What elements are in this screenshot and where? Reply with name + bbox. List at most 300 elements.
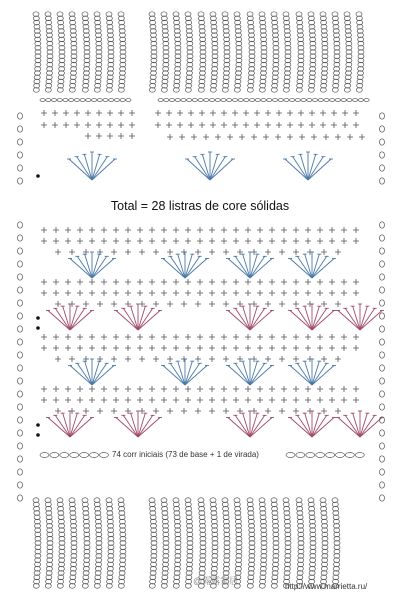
double-crochet-icon (335, 134, 341, 140)
double-crochet-icon (305, 227, 311, 233)
double-crochet-icon (185, 227, 191, 233)
chain-stitch-icon (341, 99, 346, 102)
double-crochet-icon (137, 386, 143, 392)
chain-stitch-icon (69, 99, 74, 102)
double-crochet-icon (317, 386, 323, 392)
double-crochet-icon (125, 249, 131, 255)
chain-stitch-icon (296, 453, 305, 458)
double-crochet-icon (353, 279, 359, 285)
double-crochet-icon (161, 334, 167, 340)
double-crochet-icon (161, 238, 167, 244)
double-crochet-icon (233, 345, 239, 351)
double-crochet-icon (41, 397, 47, 403)
double-crochet-icon (243, 110, 249, 116)
double-crochet-icon (215, 134, 221, 140)
chain-stitch-icon (284, 99, 289, 102)
double-crochet-icon (323, 134, 329, 140)
double-crochet-icon (265, 301, 271, 307)
double-crochet-icon (41, 227, 47, 233)
double-crochet-icon (209, 345, 215, 351)
double-crochet-icon (305, 238, 311, 244)
chain-stitch-icon (164, 99, 169, 102)
double-crochet-icon (89, 345, 95, 351)
chain-stitch-icon (120, 99, 125, 102)
chain-stitch-icon (380, 430, 385, 436)
double-crochet-icon (209, 279, 215, 285)
chain-stitch-icon (51, 99, 56, 102)
double-crochet-icon (329, 279, 335, 285)
chain-stitch-icon (316, 453, 325, 458)
double-crochet-icon (210, 122, 216, 128)
double-crochet-icon (161, 227, 167, 233)
double-crochet-icon (97, 408, 103, 414)
chain-stitch-icon (40, 99, 45, 102)
double-crochet-icon (101, 334, 107, 340)
double-crochet-icon (309, 122, 315, 128)
foundation-chain-note: 74 corr iniciais (73 de base + 1 de virada) (112, 450, 259, 459)
chain-stitch-icon (109, 99, 114, 102)
start-dot-icon (36, 433, 40, 437)
double-crochet-icon (281, 386, 287, 392)
double-crochet-icon (251, 134, 257, 140)
double-crochet-icon (173, 334, 179, 340)
chain-stitch-icon (18, 126, 23, 132)
double-crochet-icon (353, 227, 359, 233)
double-crochet-icon (254, 110, 260, 116)
chain-stitch-icon (307, 99, 312, 102)
double-crochet-icon (74, 110, 80, 116)
double-crochet-icon (245, 227, 251, 233)
double-crochet-icon (181, 408, 187, 414)
double-crochet-icon (181, 301, 187, 307)
double-crochet-icon (287, 110, 293, 116)
chain-stitch-icon (18, 300, 23, 306)
double-crochet-icon (65, 279, 71, 285)
double-crochet-icon (341, 334, 347, 340)
double-crochet-icon (209, 227, 215, 233)
double-crochet-icon (269, 238, 275, 244)
chain-stitch-icon (63, 99, 68, 102)
double-crochet-icon (233, 279, 239, 285)
chain-stitch-icon (18, 235, 23, 241)
chain-stitch-icon (295, 99, 300, 102)
double-crochet-icon (298, 110, 304, 116)
chain-stitch-icon (215, 99, 220, 102)
double-crochet-icon (125, 227, 131, 233)
chain-stitch-icon (18, 352, 23, 358)
double-crochet-icon (96, 122, 102, 128)
double-crochet-icon (125, 356, 131, 362)
chain-stitch-icon (169, 99, 174, 102)
double-crochet-icon (276, 122, 282, 128)
double-crochet-icon (269, 386, 275, 392)
double-crochet-icon (287, 122, 293, 128)
double-crochet-icon (195, 249, 201, 255)
double-crochet-icon (41, 110, 47, 116)
chain-stitch-icon (380, 339, 385, 345)
double-crochet-icon (293, 301, 299, 307)
double-crochet-icon (101, 397, 107, 403)
double-crochet-icon (221, 110, 227, 116)
chain-stitch-icon (238, 99, 243, 102)
chain-stitch-icon (380, 469, 385, 475)
chain-stitch-icon (46, 99, 51, 102)
chain-stitch-icon (380, 261, 385, 267)
chain-stitch-icon (380, 378, 385, 384)
double-crochet-icon (89, 227, 95, 233)
double-crochet-icon (149, 345, 155, 351)
double-crochet-icon (166, 110, 172, 116)
double-crochet-icon (53, 345, 59, 351)
double-crochet-icon (41, 238, 47, 244)
double-crochet-icon (41, 345, 47, 351)
chain-stitch-icon (330, 99, 335, 102)
double-crochet-icon (233, 397, 239, 403)
double-crochet-icon (111, 249, 117, 255)
double-crochet-icon (185, 334, 191, 340)
double-crochet-icon (85, 110, 91, 116)
double-crochet-icon (113, 227, 119, 233)
double-crochet-icon (77, 345, 83, 351)
chain-stitch-icon (158, 99, 163, 102)
double-crochet-icon (195, 301, 201, 307)
double-crochet-icon (77, 279, 83, 285)
chain-stitch-icon (250, 99, 255, 102)
chain-stitch-icon (227, 99, 232, 102)
double-crochet-icon (96, 133, 102, 139)
double-crochet-icon (111, 301, 117, 307)
double-crochet-icon (341, 227, 347, 233)
double-crochet-icon (335, 301, 341, 307)
source-url: http://www.marrietta.ru/ (285, 582, 368, 591)
double-crochet-icon (269, 279, 275, 285)
double-crochet-icon (149, 397, 155, 403)
chain-stitch-icon (18, 469, 23, 475)
start-dot-icon (36, 326, 40, 330)
double-crochet-icon (137, 397, 143, 403)
double-crochet-icon (166, 122, 172, 128)
double-crochet-icon (53, 227, 59, 233)
double-crochet-icon (281, 345, 287, 351)
double-crochet-icon (137, 227, 143, 233)
double-crochet-icon (305, 386, 311, 392)
chain-stitch-icon (18, 378, 23, 384)
double-crochet-icon (101, 238, 107, 244)
double-crochet-icon (53, 397, 59, 403)
chain-stitch-icon (380, 274, 385, 280)
double-crochet-icon (331, 122, 337, 128)
chain-stitch-icon (90, 453, 99, 458)
double-crochet-icon (269, 345, 275, 351)
double-crochet-icon (113, 345, 119, 351)
chain-stitch-icon (187, 99, 192, 102)
double-crochet-icon (254, 122, 260, 128)
chain-stitch-icon (380, 313, 385, 319)
chain-stitch-icon (355, 453, 364, 458)
double-crochet-icon (55, 408, 61, 414)
double-crochet-icon (341, 345, 347, 351)
double-crochet-icon (89, 334, 95, 340)
double-crochet-icon (107, 133, 113, 139)
double-crochet-icon (191, 134, 197, 140)
double-crochet-icon (185, 386, 191, 392)
double-crochet-icon (125, 279, 131, 285)
double-crochet-icon (55, 249, 61, 255)
double-crochet-icon (293, 386, 299, 392)
double-crochet-icon (113, 334, 119, 340)
double-crochet-icon (199, 110, 205, 116)
chain-stitch-icon (278, 99, 283, 102)
double-crochet-icon (329, 290, 335, 296)
double-crochet-icon (341, 386, 347, 392)
double-crochet-icon (353, 334, 359, 340)
start-dot-icon (36, 174, 40, 178)
double-crochet-icon (107, 110, 113, 116)
double-crochet-icon (197, 227, 203, 233)
double-crochet-icon (317, 279, 323, 285)
chain-stitch-icon (345, 453, 354, 458)
double-crochet-icon (65, 227, 71, 233)
double-crochet-icon (223, 356, 229, 362)
double-crochet-icon (233, 334, 239, 340)
double-crochet-icon (342, 122, 348, 128)
double-crochet-icon (65, 238, 71, 244)
double-crochet-icon (83, 408, 89, 414)
double-crochet-icon (89, 386, 95, 392)
double-crochet-icon (293, 238, 299, 244)
double-crochet-icon (173, 227, 179, 233)
double-crochet-icon (85, 122, 91, 128)
double-crochet-icon (89, 397, 95, 403)
chain-stitch-icon (18, 365, 23, 371)
double-crochet-icon (209, 397, 215, 403)
double-crochet-icon (257, 238, 263, 244)
double-crochet-icon (221, 386, 227, 392)
double-crochet-icon (149, 238, 155, 244)
chain-stitch-icon (18, 456, 23, 462)
chain-stitch-icon (18, 339, 23, 345)
double-crochet-icon (341, 238, 347, 244)
double-crochet-icon (188, 122, 194, 128)
chain-stitch-icon (18, 404, 23, 410)
chain-stitch-icon (380, 300, 385, 306)
double-crochet-icon (167, 301, 173, 307)
chain-stitch-icon (60, 453, 69, 458)
chain-stitch-icon (97, 99, 102, 102)
double-crochet-icon (209, 290, 215, 296)
double-crochet-icon (232, 110, 238, 116)
double-crochet-icon (265, 249, 271, 255)
double-crochet-icon (63, 122, 69, 128)
double-crochet-icon (137, 345, 143, 351)
chain-stitch-icon (267, 99, 272, 102)
double-crochet-icon (65, 334, 71, 340)
double-crochet-icon (153, 408, 159, 414)
double-crochet-icon (317, 334, 323, 340)
double-crochet-icon (77, 334, 83, 340)
chain-stitch-icon (380, 222, 385, 228)
double-crochet-icon (281, 397, 287, 403)
double-crochet-icon (77, 397, 83, 403)
double-crochet-icon (118, 122, 124, 128)
double-crochet-icon (65, 386, 71, 392)
double-crochet-icon (293, 279, 299, 285)
double-crochet-icon (53, 334, 59, 340)
chain-stitch-icon (18, 222, 23, 228)
double-crochet-icon (137, 279, 143, 285)
double-crochet-icon (197, 279, 203, 285)
chain-stitch-icon (326, 453, 335, 458)
pattern-total-title: Total = 28 listras de core sólidas (110, 199, 290, 213)
double-crochet-icon (74, 122, 80, 128)
double-crochet-icon (287, 134, 293, 140)
double-crochet-icon (279, 408, 285, 414)
double-crochet-icon (321, 408, 327, 414)
double-crochet-icon (167, 408, 173, 414)
double-crochet-icon (55, 301, 61, 307)
double-crochet-icon (209, 356, 215, 362)
double-crochet-icon (199, 122, 205, 128)
watermark: @露露家居 (193, 576, 239, 586)
double-crochet-icon (173, 345, 179, 351)
double-crochet-icon (101, 227, 107, 233)
double-crochet-icon (149, 279, 155, 285)
chain-stitch-icon (198, 99, 203, 102)
double-crochet-icon (161, 386, 167, 392)
chain-stitch-icon (380, 235, 385, 241)
double-crochet-icon (149, 386, 155, 392)
double-crochet-icon (101, 279, 107, 285)
double-crochet-icon (329, 238, 335, 244)
double-crochet-icon (275, 134, 281, 140)
double-crochet-icon (353, 110, 359, 116)
double-crochet-icon (195, 408, 201, 414)
double-crochet-icon (153, 249, 159, 255)
double-crochet-icon (173, 397, 179, 403)
chain-stitch-icon (286, 453, 295, 458)
double-crochet-icon (321, 249, 327, 255)
chain-stitch-icon (18, 261, 23, 267)
double-crochet-icon (113, 290, 119, 296)
chain-stitch-icon (221, 99, 226, 102)
chain-stitch-icon (70, 453, 79, 458)
double-crochet-icon (113, 386, 119, 392)
chain-stitch-icon (232, 99, 237, 102)
chain-stitch-icon (380, 391, 385, 397)
double-crochet-icon (153, 301, 159, 307)
double-crochet-icon (161, 290, 167, 296)
double-crochet-icon (197, 238, 203, 244)
double-crochet-icon (161, 397, 167, 403)
double-crochet-icon (245, 279, 251, 285)
chain-stitch-icon (318, 99, 323, 102)
chain-stitch-icon (74, 99, 79, 102)
double-crochet-icon (281, 227, 287, 233)
chain-stitch-icon (380, 165, 385, 171)
chain-stitch-icon (380, 482, 385, 488)
double-crochet-icon (185, 290, 191, 296)
double-crochet-icon (265, 356, 271, 362)
chain-stitch-icon (192, 99, 197, 102)
double-crochet-icon (317, 397, 323, 403)
double-crochet-icon (125, 334, 131, 340)
double-crochet-icon (129, 133, 135, 139)
double-crochet-icon (329, 397, 335, 403)
double-crochet-icon (335, 249, 341, 255)
double-crochet-icon (305, 397, 311, 403)
double-crochet-icon (125, 345, 131, 351)
double-crochet-icon (137, 238, 143, 244)
double-crochet-icon (173, 386, 179, 392)
chain-stitch-icon (261, 99, 266, 102)
double-crochet-icon (197, 397, 203, 403)
double-crochet-icon (281, 279, 287, 285)
double-crochet-icon (263, 134, 269, 140)
double-crochet-icon (185, 397, 191, 403)
double-crochet-icon (195, 356, 201, 362)
double-crochet-icon (320, 122, 326, 128)
chain-stitch-icon (18, 326, 23, 332)
chain-stitch-icon (18, 417, 23, 423)
chain-stitch-icon (306, 453, 315, 458)
double-crochet-icon (221, 397, 227, 403)
double-crochet-icon (63, 110, 69, 116)
double-crochet-icon (125, 290, 131, 296)
double-crochet-icon (173, 279, 179, 285)
start-dot-icon (36, 316, 40, 320)
double-crochet-icon (347, 134, 353, 140)
start-dot-icon (36, 423, 40, 427)
double-crochet-icon (281, 334, 287, 340)
double-crochet-icon (281, 238, 287, 244)
double-crochet-icon (83, 301, 89, 307)
double-crochet-icon (139, 249, 145, 255)
double-crochet-icon (101, 386, 107, 392)
double-crochet-icon (329, 227, 335, 233)
double-crochet-icon (167, 249, 173, 255)
double-crochet-icon (233, 238, 239, 244)
double-crochet-icon (299, 134, 305, 140)
double-crochet-icon (173, 238, 179, 244)
double-crochet-icon (293, 356, 299, 362)
double-crochet-icon (41, 279, 47, 285)
double-crochet-icon (125, 397, 131, 403)
double-crochet-icon (197, 290, 203, 296)
double-crochet-icon (320, 110, 326, 116)
double-crochet-icon (335, 356, 341, 362)
double-crochet-icon (257, 386, 263, 392)
double-crochet-icon (293, 408, 299, 414)
chain-stitch-icon (204, 99, 209, 102)
double-crochet-icon (265, 110, 271, 116)
double-crochet-icon (276, 110, 282, 116)
chain-stitch-icon (380, 178, 385, 184)
double-crochet-icon (53, 290, 59, 296)
chain-stitch-icon (380, 456, 385, 462)
chain-stitch-icon (126, 99, 131, 102)
chain-stitch-icon (18, 287, 23, 293)
double-crochet-icon (209, 334, 215, 340)
double-crochet-icon (221, 334, 227, 340)
double-crochet-icon (245, 334, 251, 340)
double-crochet-icon (309, 110, 315, 116)
double-crochet-icon (161, 345, 167, 351)
double-crochet-icon (293, 227, 299, 233)
double-crochet-icon (111, 356, 117, 362)
double-crochet-icon (113, 397, 119, 403)
double-crochet-icon (139, 356, 145, 362)
double-crochet-icon (305, 345, 311, 351)
